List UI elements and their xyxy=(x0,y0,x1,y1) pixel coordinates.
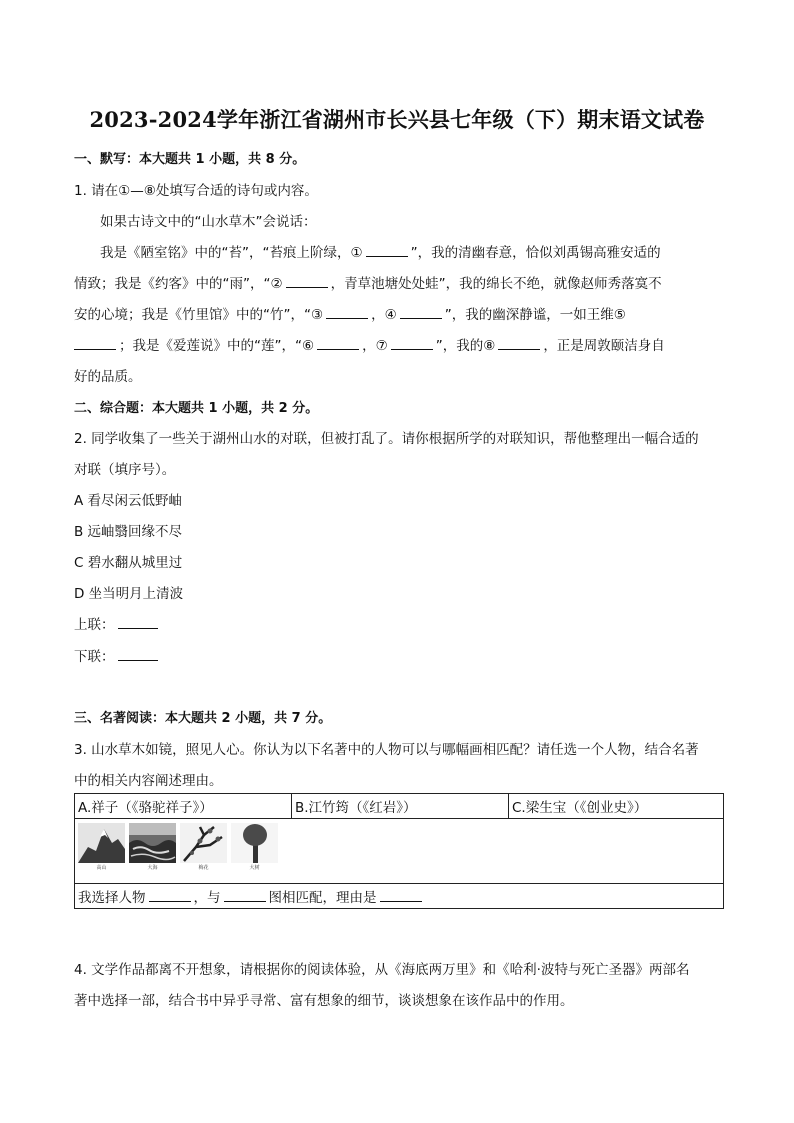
q2-stem-2: 对联（填序号）。 xyxy=(74,462,176,478)
caption-sea: 大海 xyxy=(147,865,158,871)
option-b-cell: B.江竹筠（《红岩》） xyxy=(292,794,509,819)
picture-plum-blossom xyxy=(180,823,227,881)
blank-8[interactable] xyxy=(498,337,540,350)
q2-upper-couplet: 上联： xyxy=(74,613,161,633)
section-3-heading: 三、名著阅读：本大题共 2 小题，共 7 分。 xyxy=(74,711,332,726)
reason-blank[interactable] xyxy=(380,889,422,902)
q1-line-5: 好的品质。 xyxy=(74,369,142,385)
q1-line-1: 我是《陋室铭》中的“苔”，“苔痕上阶绿，① ”，我的清幽春意，恰似刘禹锡高雅安适的 xyxy=(100,245,661,261)
q1-stem: 1. 请在①—⑧处填写合适的诗句或内容。 xyxy=(74,183,318,199)
character-blank[interactable] xyxy=(149,889,191,902)
q2-stem-1: 2. 同学收集了一些关于湖州山水的对联，但被打乱了。请你根据所学的对联知识，帮他整理出一幅合适的 xyxy=(74,431,699,447)
option-a-cell: A.祥子（《骆驼祥子》） xyxy=(75,794,292,819)
q4-line-1: 4. 文学作品都离不开想象，请根据你的阅读体验，从《海底两万里》和《哈利·波特与死亡圣器》两部名 xyxy=(74,962,690,978)
caption-tree: 大树 xyxy=(249,865,260,871)
picture-sea xyxy=(129,823,176,881)
blank-4[interactable] xyxy=(400,306,442,319)
q4-line-2: 著中选择一部，结合书中异乎寻常、富有想象的细节，谈谈想象在该作品中的作用。 xyxy=(74,993,574,1009)
q3-stem-1: 3. 山水草木如镜，照见人心。你认为以下名著中的人物可以与哪幅画相匹配？请任选一个人物，结合名著 xyxy=(74,742,699,758)
q3-stem-2: 中的相关内容阐述理由。 xyxy=(74,773,223,789)
q1-line-3: 安的心境；我是《竹里馆》中的“竹”，“③ ，④ ”，我的幽深静谧，一如王维⑤ xyxy=(74,307,626,323)
section-1-heading: 一、默写：本大题共 1 小题，共 8 分。 xyxy=(74,152,306,167)
image-row xyxy=(78,821,720,881)
blank-5[interactable] xyxy=(74,337,116,350)
blank-7[interactable] xyxy=(391,337,433,350)
q1-line-4: ；我是《爱莲说》中的“莲”，“⑥ ，⑦ ”，我的⑧ ，正是周敦颐洁身自 xyxy=(74,334,665,354)
q3-table xyxy=(74,793,724,909)
q1-line-2: 情致；我是《约客》中的“雨”，“② ，青草池塘处处蛙”，我的绵长不绝，就像赵师秀落寞不 xyxy=(74,276,662,292)
upper-couplet-blank[interactable] xyxy=(118,616,158,629)
answer-cell: 我选择人物 ，与 图相匹配，理由是 xyxy=(75,884,724,909)
q2-option-a: A 看尽闲云低野岫 xyxy=(74,493,183,509)
lower-couplet-blank[interactable] xyxy=(118,648,158,661)
images-cell xyxy=(75,819,724,884)
q1-intro: 如果古诗文中的“山水草木”会说话： xyxy=(100,214,317,230)
caption-mountain: 高山 xyxy=(96,865,107,871)
q2-option-c: C 碧水翻从城里过 xyxy=(74,555,183,571)
q2-option-d: D 坐当明月上清波 xyxy=(74,586,184,602)
blank-2[interactable] xyxy=(286,275,328,288)
picture-mountain xyxy=(78,823,125,881)
page-title: 2023-2024学年浙江省湖州市长兴县七年级（下）期末语文试卷 xyxy=(89,107,705,132)
blank-1[interactable] xyxy=(366,244,408,257)
caption-plum-blossom: 梅花 xyxy=(198,865,209,871)
option-c-cell: C.梁生宝（《创业史》） xyxy=(509,794,724,819)
q2-option-b: B 远岫翳回缘不尽 xyxy=(74,524,183,540)
blank-3[interactable] xyxy=(326,306,368,319)
q2-lower-couplet: 下联： xyxy=(74,645,161,665)
picture-blank[interactable] xyxy=(224,889,266,902)
section-2-heading: 二、综合题：本大题共 1 小题，共 2 分。 xyxy=(74,401,319,416)
blank-6[interactable] xyxy=(317,337,359,350)
picture-tree xyxy=(231,823,278,881)
